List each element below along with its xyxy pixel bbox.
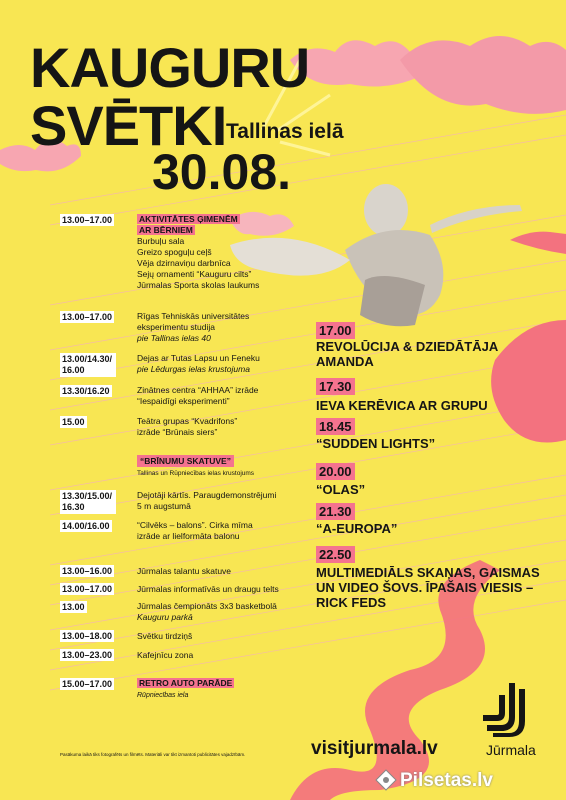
schedule-time: 13.30/16.20 xyxy=(62,386,110,396)
concert-name: REVOLŪCIJA & DZIEDĀTĀJA AMANDA xyxy=(316,339,498,369)
schedule-location: pie Lēdurgas ielas krustojuma xyxy=(137,364,250,374)
schedule-time: 13.00–17.00 xyxy=(62,215,113,225)
schedule-time: 13.00 xyxy=(62,602,85,612)
watermark: Pilsetas.lv xyxy=(400,770,493,791)
schedule-item xyxy=(137,214,259,291)
schedule-heading: AKTIVITĀTES ĢIMENĒM xyxy=(139,214,238,224)
subtitle: Tallinas ielā xyxy=(226,120,344,143)
schedule-line: Jūrmalas talantu skatuve xyxy=(137,566,232,576)
schedule-item xyxy=(137,584,279,595)
schedule-line: Dejas ar Tutas Lapsu un Feneku xyxy=(137,353,260,363)
schedule-item xyxy=(137,601,277,623)
footer-note: Pasākuma laikā tiks fotografēts un filmēts. Materiāli var tikt izmantoti publicitātes vajadzībām. xyxy=(60,752,246,757)
stage-location: Tallinas un Rūpniecības ielas krustojums xyxy=(137,470,255,477)
schedule-heading: RETRO AUTO PARĀDE xyxy=(139,678,233,688)
schedule-time: 14.00/16.00 xyxy=(62,521,110,531)
schedule-item xyxy=(137,490,276,512)
schedule-time: 15.00–17.00 xyxy=(62,679,113,689)
jurmala-logo-icon xyxy=(479,681,529,737)
schedule-line: Kafejnīcu zona xyxy=(137,650,194,660)
schedule-location: Kauguru parkā xyxy=(137,612,193,622)
schedule-line: Jūrmalas čempionāts 3x3 basketbolā xyxy=(137,601,277,611)
logo-name: Jūrmala xyxy=(486,742,536,758)
concert-time: 17.30 xyxy=(316,378,355,395)
concert-time: 20.00 xyxy=(316,463,355,480)
schedule-item xyxy=(137,566,231,577)
schedule-line: Svētku tirdziņš xyxy=(137,631,193,641)
schedule-time: 13.00–17.00 xyxy=(62,584,113,594)
concert-name: “SUDDEN LIGHTS” xyxy=(316,436,436,451)
schedule-location: Rūpniecības iela xyxy=(137,692,189,699)
schedule-time: 13.00–16.00 xyxy=(62,566,113,576)
website-link[interactable]: visitjurmala.lv xyxy=(311,738,438,759)
schedule-line: “Cilvēks – balons”. Cirka mīma xyxy=(137,520,253,530)
schedule-item xyxy=(137,385,258,407)
schedule-item xyxy=(137,650,193,661)
schedule-line: Jūrmalas Sporta skolas laukums xyxy=(137,280,260,290)
schedule-time: 15.00 xyxy=(62,417,85,427)
schedule-line: 5 m augstumā xyxy=(137,501,191,511)
watermark-icon xyxy=(374,768,398,792)
schedule-line: Burbuļu sala xyxy=(137,236,185,246)
schedule-line: Vēja dzirnaviņu darbnīca xyxy=(137,258,231,268)
schedule-line: “Iespaidīgi eksperimenti” xyxy=(137,396,230,406)
schedule-item xyxy=(137,520,253,542)
schedule-time: 13.00–18.00 xyxy=(62,631,113,641)
schedule-heading: AR BĒRNIEM xyxy=(139,225,193,235)
schedule-line: Sejų ornamenti “Kauguru cilts” xyxy=(137,269,252,279)
schedule-location: pie Tallinas ielas 40 xyxy=(137,333,211,343)
schedule-line: eksperimentu studija xyxy=(137,322,215,332)
concert-time: 18.45 xyxy=(316,418,355,435)
schedule-line: Teātra grupas “Kvadrifons” xyxy=(137,416,238,426)
concert-time: 22.50 xyxy=(316,546,355,563)
schedule-item xyxy=(137,353,260,375)
schedule-item xyxy=(137,678,234,701)
title-line-2: SVĒTKI xyxy=(30,94,227,157)
concert-name: “A-EUROPA” xyxy=(316,521,398,536)
concert-name: “OLAS” xyxy=(316,482,366,497)
title-line-1: KAUGURU xyxy=(30,36,310,99)
schedule-line: Jūrmalas informatīvās un draugu telts xyxy=(137,584,279,594)
schedule-line: izrāde ar lielformāta balonu xyxy=(137,531,240,541)
schedule-time: 13.00–23.00 xyxy=(62,650,113,660)
schedule-line: Dejotāji kārtīs. Paraugdemonstrējumi xyxy=(137,490,277,500)
schedule-time: 13.00/14.30/ 16.00 xyxy=(60,353,116,377)
concert-name: IEVA KERĒVICA AR GRUPU xyxy=(316,398,488,413)
concert-name: MULTIMEDIĀLS SKAŅAS, GAISMAS UN VIDEO ŠOVS. ĪPAŠAIS VIESIS – RICK FEDS xyxy=(316,565,540,610)
schedule-item xyxy=(137,311,249,344)
event-date: 30.08. xyxy=(152,144,292,200)
concert-time: 17.00 xyxy=(316,322,355,339)
schedule-time: 13.30/15.00/ 16.30 xyxy=(60,490,116,514)
schedule-line: Greizo spoguļu ceļš xyxy=(137,247,212,257)
schedule-item xyxy=(137,416,237,438)
concert-time: 21.30 xyxy=(316,503,355,520)
schedule-time: 13.00–17.00 xyxy=(62,312,113,322)
schedule-line: Zinātnes centra “AHHAA” izrāde xyxy=(137,385,259,395)
stage-label: “BRĪNUMU SKATUVE” xyxy=(137,455,234,467)
schedule-item xyxy=(137,631,192,642)
schedule-line: izrāde “Brūnais siers” xyxy=(137,427,218,437)
schedule-line: Rīgas Tehniskās universitātes xyxy=(137,311,250,321)
